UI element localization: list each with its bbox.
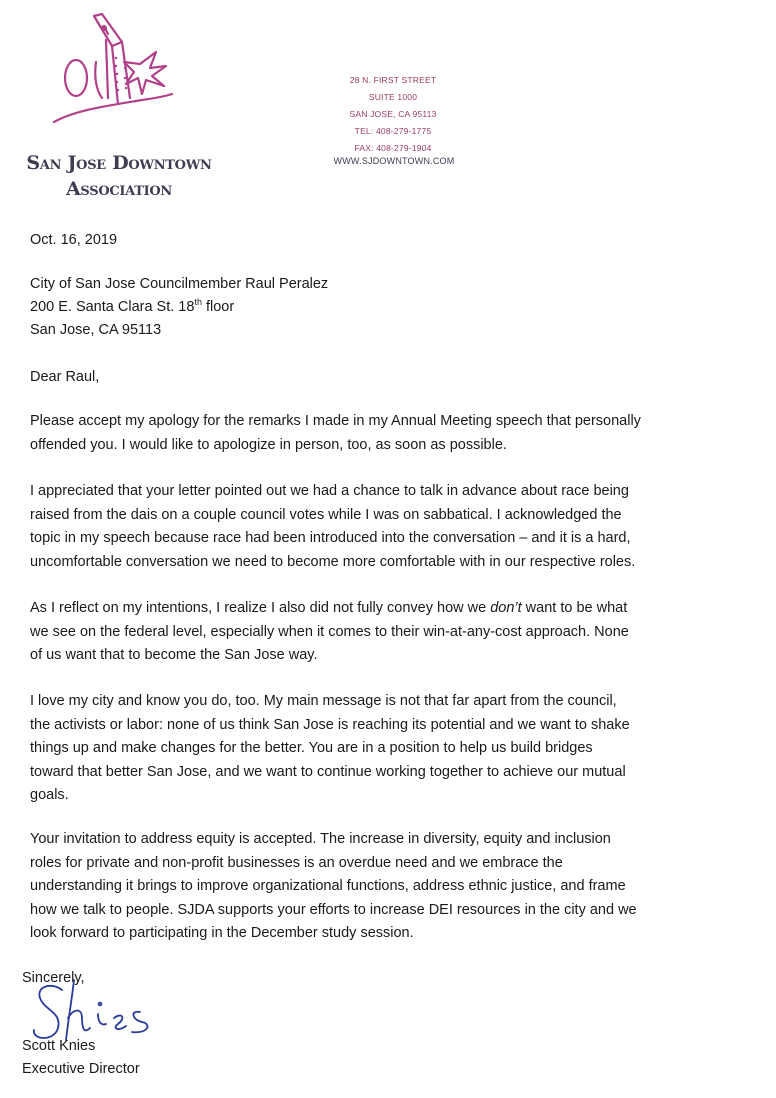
paragraph-1	[30, 410, 760, 457]
signer-title: Executive Director	[22, 1061, 140, 1077]
paragraph-line: Please accept my apology for the remarks I made in my Annual Meeting speech that personally	[30, 413, 641, 429]
recipient-street: 200 E. Santa Clara St. 18	[30, 299, 195, 315]
sjda-logo-icon	[46, 6, 186, 136]
address-fax: FAX: 408-279-1904	[354, 143, 432, 153]
address-suite: SUITE 1000	[368, 92, 418, 102]
paragraph-3	[30, 597, 760, 668]
paragraph-line: toward that better San Jose, and we want to continue working together to achieve our mutual	[30, 763, 626, 780]
paragraph-line: things up and make changes for the better. You are in a position to help us build bridges	[30, 740, 593, 756]
letterhead-address	[318, 72, 468, 157]
paragraph-line: of us want that to become the San Jose way.	[30, 647, 318, 663]
address-tel: TEL: 408-279-1775	[354, 126, 432, 136]
letterhead-website: WWW.SJDOWNTOWN.COM	[333, 156, 455, 166]
recipient-floor-suffix: th	[194, 297, 202, 308]
address-street: 28 N. FIRST STREET	[349, 75, 437, 85]
paragraph-4	[30, 690, 760, 808]
address-city: SAN JOSE, CA 95113	[349, 109, 437, 119]
recipient-floor: floor	[201, 299, 235, 315]
paragraph-line: goals.	[30, 787, 69, 803]
org-name	[24, 150, 214, 202]
letter-date: Oct. 16, 2019	[30, 232, 118, 248]
emphasis-pre: As I reflect on my intentions, I realize I also did not fully convey how we	[30, 600, 491, 616]
paragraph-line: topic in my speech because race had been introduced into the conversation – and it is a hard,	[30, 530, 631, 546]
paragraph-line: offended you. I would like to apologize in person, too, as soon as possible.	[30, 436, 507, 453]
paragraph-line: the activists or labor: none of us think San Jose is reaching its potential and we want to shake	[30, 716, 630, 733]
org-name-line1: San Jose Downtown	[26, 152, 212, 174]
paragraph-line	[30, 597, 760, 621]
closing: Sincerely,	[22, 970, 85, 986]
paragraph-line: how we talk to people. SJDA supports your efforts to increase DEI resources in the city and we	[30, 901, 637, 918]
paragraph-line: look forward to participating in the December study session.	[30, 925, 414, 941]
paragraph-line: uncomfortable conversation we need to become more comfortable with in our respective roles.	[30, 553, 636, 570]
emphasis-word: don’t	[490, 600, 522, 616]
recipient-line1: City of San Jose Councilmember Raul Peralez	[30, 276, 329, 292]
paragraph-line: I appreciated that your letter pointed out we had a chance to talk in advance about race being	[30, 483, 629, 499]
paragraph-line: Your invitation to address equity is accepted. The increase in diversity, equity and inclusion	[30, 831, 611, 847]
salutation: Dear Raul,	[30, 369, 100, 385]
emphasis-post: want to be what	[521, 600, 628, 616]
signer-name: Scott Knies	[22, 1038, 96, 1054]
paragraph-line: raised from the dais on a couple council votes while I was on sabbatical. I acknowledged the	[30, 506, 622, 523]
recipient-line3: San Jose, CA 95113	[30, 322, 162, 338]
paragraph-line: I love my city and know you do, too. My main message is not that far apart from the council,	[30, 693, 617, 709]
paragraph-line: understanding it brings to improve organizational functions, address ethnic justice, and frame	[30, 878, 626, 894]
paragraph-line: we see on the federal level, especially when it comes to their win-at-any-cost approach. None	[30, 623, 629, 640]
paragraph-2	[30, 480, 760, 574]
org-name-line2: Association	[65, 178, 173, 200]
paragraph-line: roles for private and non-profit businesses is an overdue need and we embrace the	[30, 854, 563, 871]
recipient-line2	[30, 296, 234, 319]
paragraph-5	[30, 828, 760, 946]
